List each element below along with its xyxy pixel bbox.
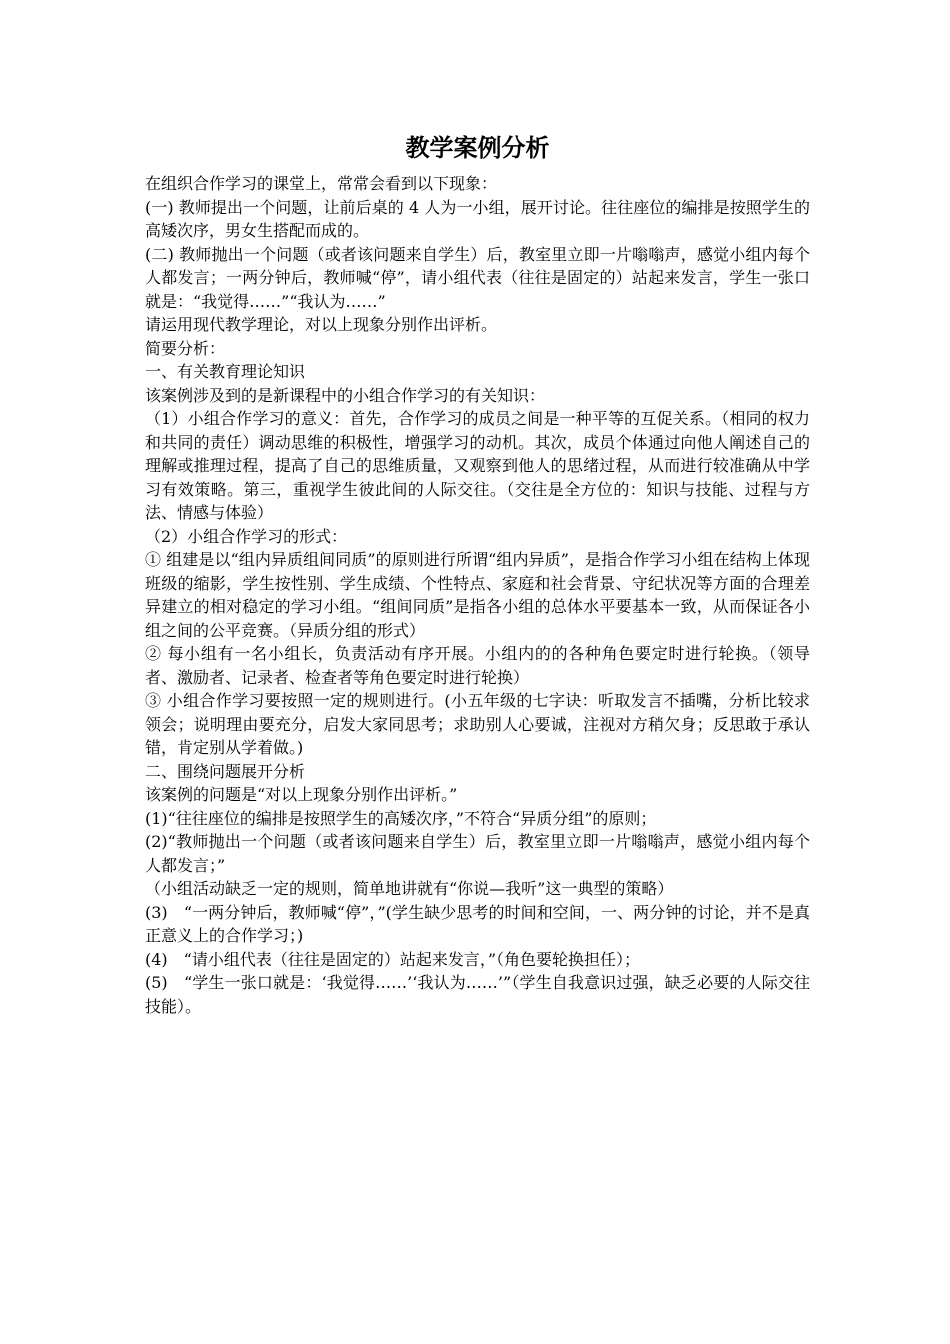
paragraph-question: 请运用现代教学理论，对以上现象分别作出评析。 — [145, 315, 498, 334]
paragraph-point-2-note: （小组活动缺乏一定的规则，简单地讲就有“你说—我听”这一典型的策略） — [145, 879, 674, 898]
paragraph-form-3: ③ 小组合作学习要按照一定的规则进行。(小五年级的七字诀：听取发言不插嘴，分析比较求领会；说明理由要充分，启发大家同思考；求助别人心要诚，注视对方稍欠身；反思敢于承认错，肯定别从学着做。) — [145, 691, 810, 757]
paragraph-intro: 在组织合作学习的课堂上，常常会看到以下现象： — [145, 174, 498, 193]
paragraph-forms-heading: （2）小组合作学习的形式： — [145, 526, 348, 546]
paragraph-analysis-intro: 该案例的问题是“对以上现象分别作出评析。” — [145, 785, 458, 804]
paragraph-point-4: (4) “请小组代表（往往是固定的）站起来发言，”（角色要轮换担任）； — [145, 949, 641, 969]
paragraph-phenomenon-1: (一) 教师提出一个问题，让前后桌的 4 人为一小组，展开讨论。往往座位的编排是按照学生的高矮次序，男女生搭配而成的。 — [145, 197, 810, 240]
paragraph-point-1: (1)“往往座位的编排是按照学生的高矮次序，”不符合“异质分组”的原则； — [145, 808, 657, 828]
paragraph-theory-intro: 该案例涉及到的是新课程中的小组合作学习的有关知识： — [145, 385, 546, 405]
paragraph-point-2: (2)“教师抛出一个问题（或者该问题来自学生）后，教室里立即一片嗡嗡声，感觉小组内每个人都发言；” — [145, 832, 810, 875]
paragraph-point-5: (5) “学生一张口就是：‘我觉得……’‘我认为……’”（学生自我意识过强，缺乏必要的人际交往技能）。 — [145, 973, 810, 1016]
paragraph-form-1: ① 组建是以“组内异质组间同质”的原则进行所谓“组内异质”，是指合作学习小组在结构上体现班级的缩影，学生按性别、学生成绩、个性特点、家庭和社会背景、守纪状况等方面的合理差异建立的相对稳定的学习小组。“组间同质”是指各小组的总体水平要基本一致，从而保证各小组之间的公平竞赛。（异质分组的形式） — [145, 550, 810, 640]
paragraph-form-2: ② 每小组有一名小组长，负责活动有序开展。小组内的的各种角色要定时进行轮换。（领导者、激励者、记录者、检查者等角色要定时进行轮换） — [145, 644, 810, 687]
section-heading-theory: 一、有关教育理论知识 — [145, 362, 306, 381]
paragraph-significance: （1）小组合作学习的意义：首先，合作学习的成员之间是一种平等的互促关系。（相同的权力和共同的责任）调动思维的积极性，增强学习的动机。其次，成员个体通过向他人阐述自己的理解或推理过程，提高了自己的思维质量，又观察到他人的思绪过程，从而进行较准确从中学习有效策略。第三，重视学生彼此间的人际交往。（交往是全方位的：知识与技能、过程与方法、情感与体验） — [145, 409, 810, 522]
paragraph-point-3: (3) “一两分钟后，教师喊“停”，”(学生缺少思考的时间和空间，一、两分钟的讨论，并不是真正意义上的合作学习；) — [145, 902, 810, 945]
paragraph-analysis-heading: 简要分析： — [145, 338, 226, 358]
document-page — [145, 126, 810, 1018]
document-title: 教学案例分析 — [405, 134, 550, 162]
section-heading-analysis: 二、围绕问题展开分析 — [145, 761, 306, 781]
paragraph-phenomenon-2: (二) 教师抛出一个问题（或者该问题来自学生）后，教室里立即一片嗡嗡声，感觉小组内每个人都发言；一两分钟后，教师喊“停”，请小组代表（往往是固定的）站起来发言，学生一张口就是：“我觉得……”“我认为……” — [145, 244, 810, 311]
